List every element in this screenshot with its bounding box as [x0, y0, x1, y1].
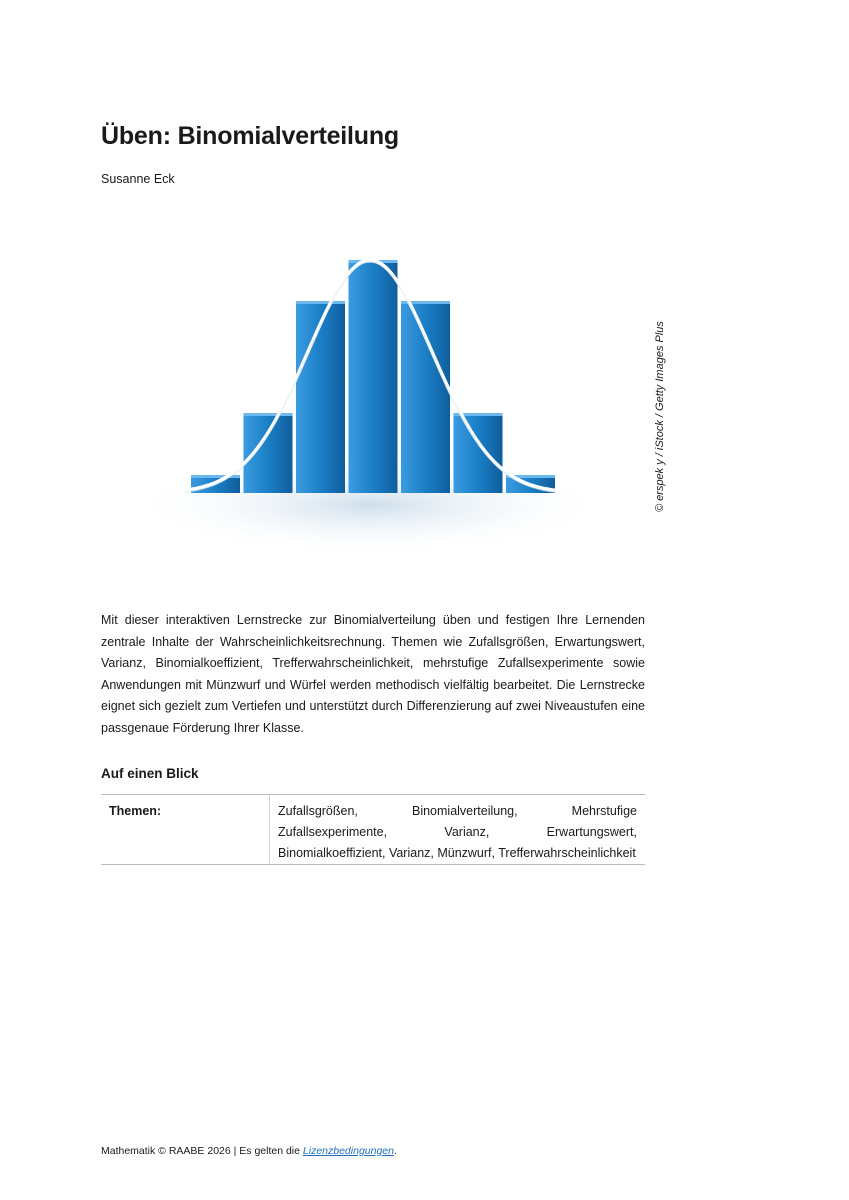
- image-credit: © erspek y / iStock / Getty Images Plus: [654, 321, 666, 512]
- topics-label: Themen:: [101, 795, 270, 865]
- cover-bar: [454, 413, 503, 493]
- topics-value: Zufallsgrößen, Binomialverteilung, Mehrstufige Zufallsexperimente, Varianz, Erwartungswert, Binomialkoeffizient, Varianz, Münzwurf, Trefferwahrscheinlichkeit: [270, 795, 646, 865]
- cover-illustration: [130, 250, 610, 560]
- cover-bar: [244, 413, 293, 493]
- author-name: Susanne Eck: [101, 172, 175, 186]
- cover-bar-top: [244, 413, 293, 416]
- page-footer: [101, 1145, 397, 1157]
- table-row: [101, 795, 645, 865]
- overview-table: [101, 794, 645, 865]
- footer-text: Mathematik © RAABE 2026 | Es gelten die: [101, 1145, 303, 1157]
- cover-bar-top: [296, 301, 345, 304]
- cover-bar: [296, 301, 345, 493]
- intro-paragraph: Mit dieser interaktiven Lernstrecke zur Binomialverteilung üben und festigen Ihre Lernenden zentrale Inhalte der Wahrscheinlichkeitsrechnung. Themen wie Zufallsgrößen, Erwartungswert, Varianz, Binomialkoeffizient, Trefferwahrscheinlichkeit, mehrstufige Zufallsexperimente sowie Anwendungen mit Münzwurf und Würfel werden methodisch vielfältig bearbeitet. Die Lernstrecke eignet sich gezielt zum Vertiefen und unterstützt durch Differenzierung auf zwei Niveaustufen eine passgenaue Förderung Ihrer Klasse.: [101, 613, 645, 735]
- document-title: Üben: Binomialverteilung: [101, 122, 400, 150]
- overview-heading: Auf einen Blick: [101, 766, 199, 781]
- footer-end: .: [394, 1145, 397, 1157]
- cover-bar: [401, 301, 450, 493]
- cover-bar: [349, 260, 398, 493]
- license-link[interactable]: Lizenzbedingungen: [302, 1145, 394, 1157]
